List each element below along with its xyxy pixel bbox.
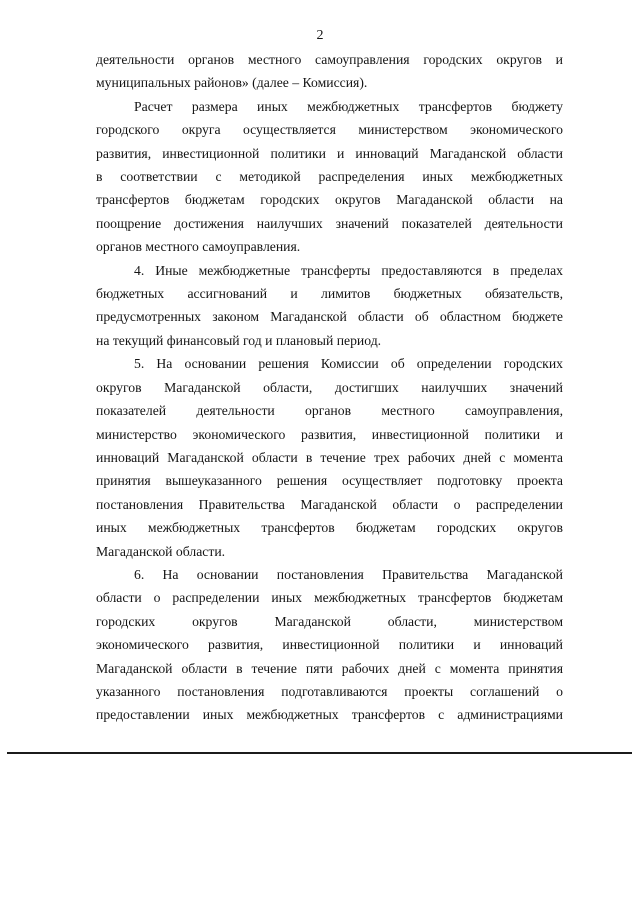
- text-line: министерство экономического развития, инвестиционной политики и: [96, 426, 563, 442]
- text-line: области о распределении иных межбюджетных трансфертов бюджетам: [96, 590, 563, 606]
- page-bottom-rule: [7, 752, 632, 754]
- text-line: указанного постановления подготавливаются проекты соглашений о: [96, 683, 563, 699]
- text-line: 6. На основании постановления Правительства Магаданской: [134, 566, 563, 582]
- paragraph-4: [96, 259, 563, 353]
- paragraph-continuation: [96, 48, 563, 95]
- text-line: Магаданской области.: [96, 543, 226, 559]
- text-line: органов местного самоуправления.: [96, 239, 301, 255]
- text-line: округов Магаданской области, достигших наилучших значений: [96, 379, 563, 395]
- text-line: бюджетных ассигнований и лимитов бюджетных обязательств,: [96, 286, 563, 302]
- paragraph-6: [96, 563, 563, 727]
- text-line: принятия вышеуказанного решения осуществляет подготовку проекта: [96, 473, 563, 489]
- text-line: трансфертов бюджетам городских округов Магаданской области на: [96, 192, 563, 208]
- paragraph-5: [96, 352, 563, 563]
- text-line: на текущий финансовый год и плановый период.: [96, 332, 382, 348]
- text-line: иных межбюджетных трансфертов бюджетам городских округов: [96, 520, 563, 536]
- text-line: поощрение достижения наилучших значений показателей деятельности: [96, 215, 563, 231]
- text-line: муниципальных районов» (далее – Комиссия).: [96, 75, 368, 91]
- text-line: развития, инвестиционной политики и инноваций Магаданской области: [96, 145, 563, 161]
- text-line: городского округа осуществляется министерством экономического: [96, 122, 563, 138]
- text-line: Расчет размера иных межбюджетных трансфертов бюджету: [134, 98, 563, 114]
- text-line: 4. Иные межбюджетные трансферты предоставляются в пределах: [134, 262, 563, 278]
- text-line: в соответствии с методикой распределения иных межбюджетных: [96, 169, 563, 185]
- text-line: предусмотренных законом Магаданской области об областном бюджете: [96, 309, 563, 325]
- document-body: [96, 48, 563, 727]
- text-line: деятельности органов местного самоуправления городских округов и: [96, 52, 563, 67]
- text-line: показателей деятельности органов местного самоуправления,: [96, 403, 563, 419]
- text-line: предоставлении иных межбюджетных трансфертов с администрациями: [96, 707, 563, 723]
- text-line: постановления Правительства Магаданской области о распределении: [96, 496, 563, 512]
- paragraph-calculation: [96, 95, 563, 259]
- text-line: инноваций Магаданской области в течение трех рабочих дней с момента: [96, 449, 563, 465]
- text-line: городских округов Магаданской области, министерством: [96, 613, 563, 629]
- text-line: 5. На основании решения Комиссии об определении городских: [134, 356, 563, 372]
- text-line: Магаданской области в течение пяти рабочих дней с момента принятия: [96, 660, 563, 676]
- text-line: экономического развития, инвестиционной политики и инноваций: [96, 637, 563, 653]
- page-number: 2: [316, 28, 324, 43]
